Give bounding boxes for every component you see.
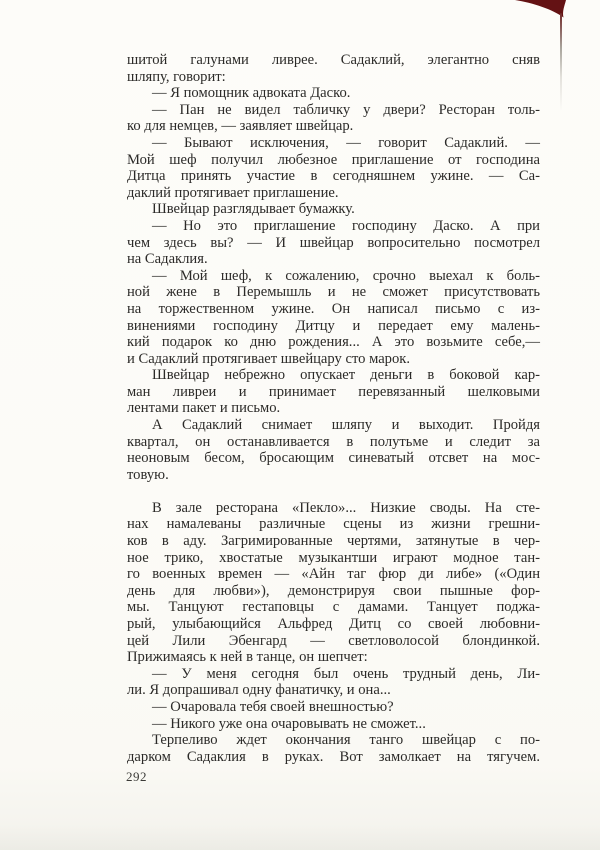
- text-line: чем здесь вы? — И швейцар вопросительно посмотрел: [127, 234, 540, 251]
- text-line: — Пан не видел табличку у двери? Ресторан толь-: [152, 101, 540, 118]
- text-line: А Садаклий снимает шляпу и выходит. Пройдя: [152, 417, 540, 434]
- text-line: ков в аду. Загримированные чертями, затянутые в чер-: [127, 533, 540, 550]
- text-line: Швейцар небрежно опускает деньги в боковой кар-: [152, 367, 540, 384]
- page-number: 292: [126, 769, 147, 784]
- text-line: Дитца принять участие в сегодняшнем ужине. — Са-: [127, 168, 540, 185]
- text-line: — Но это приглашение господину Даско. А при: [152, 217, 540, 234]
- text-line: рый, улыбающийся Альфред Дитц со своей любовни-: [127, 615, 540, 632]
- text-line: цей Лили Эбенгард — светловолосой блондинкой.: [127, 632, 540, 649]
- text-line: нах намалеваны различные сцены из жизни грешни-: [127, 516, 540, 533]
- text-line: дарком Садаклия в руках. Вот замолкает на тягучем.: [127, 748, 540, 765]
- text-line: — Бывают исключения, — говорит Садаклий. —: [152, 134, 540, 151]
- text-line: — Я помощник адвоката Даско.: [152, 85, 351, 102]
- text-line: кий подарок ко дню рождения... А это возьмите себе,—: [127, 334, 540, 351]
- text-line: ное трико, хвостатые музыкантши играют модное тан-: [127, 549, 540, 566]
- text-line: ман ливреи и принимает перевязанный шелковыми: [127, 383, 540, 400]
- text-line: шляпу, говорит:: [127, 68, 226, 85]
- text-line: Терпеливо ждет окончания танго швейцар с по-: [152, 732, 540, 749]
- text-line: и Садаклий протягивает швейцару сто марок.: [127, 350, 411, 367]
- text-line: Прижимаясь к ней в танце, он шепчет:: [127, 649, 368, 666]
- page-crease-line: [560, 13, 562, 111]
- paper-shadow: [0, 824, 600, 850]
- text-line: Швейцар разглядывает бумажку.: [152, 201, 355, 218]
- text-column: [127, 52, 540, 765]
- book-cover-corner: [511, 0, 600, 26]
- text-line: ной жене в Перемышль и не сможет присутствовать: [127, 284, 540, 301]
- text-line: ко для немцев, — заявляет швейцар.: [127, 118, 354, 135]
- text-line: лентами пакет и письмо.: [127, 400, 281, 417]
- text-line: Мой шеф получил любезное приглашение от господина: [127, 151, 540, 168]
- text-line: ли. Я допрашивал одну фанатичку, и она...: [127, 682, 391, 699]
- text-line: — У меня сегодня был очень трудный день, Ли-: [152, 665, 540, 682]
- text-line: на торжественном ужине. Он написал письмо с из-: [127, 300, 540, 317]
- text-line: — Очаровала тебя своей внешностью?: [152, 698, 394, 715]
- text-line: винениями господину Дитцу и передает ему малень-: [127, 317, 540, 334]
- text-line: неоновым бесом, бросающим синеватый отсвет на мос-: [127, 450, 540, 467]
- text-line: — Никого уже она очаровывать не сможет...: [152, 715, 426, 732]
- text-line: квартал, он останавливается в полутьме и следит за: [127, 433, 540, 450]
- text-line: мы. Танцуют гестаповцы с дамами. Танцует поджа-: [127, 599, 540, 616]
- section-break: [127, 483, 540, 499]
- text-line: даклий протягивает приглашение.: [127, 184, 339, 201]
- text-line: шитой галунами ливрее. Садаклий, элегантно сняв: [127, 52, 540, 68]
- text-line: на Садаклия.: [127, 251, 208, 268]
- text-line: товую.: [127, 466, 169, 483]
- text-line: день для любви»), демонстрируя свои пышные фор-: [127, 582, 540, 599]
- text-line: го военных времен — «Айн таг фюр ди либе» («Один: [127, 566, 540, 583]
- text-line: — Мой шеф, к сожалению, срочно выехал к боль-: [152, 267, 540, 284]
- text-line: В зале ресторана «Пекло»... Низкие своды. На сте-: [152, 499, 540, 516]
